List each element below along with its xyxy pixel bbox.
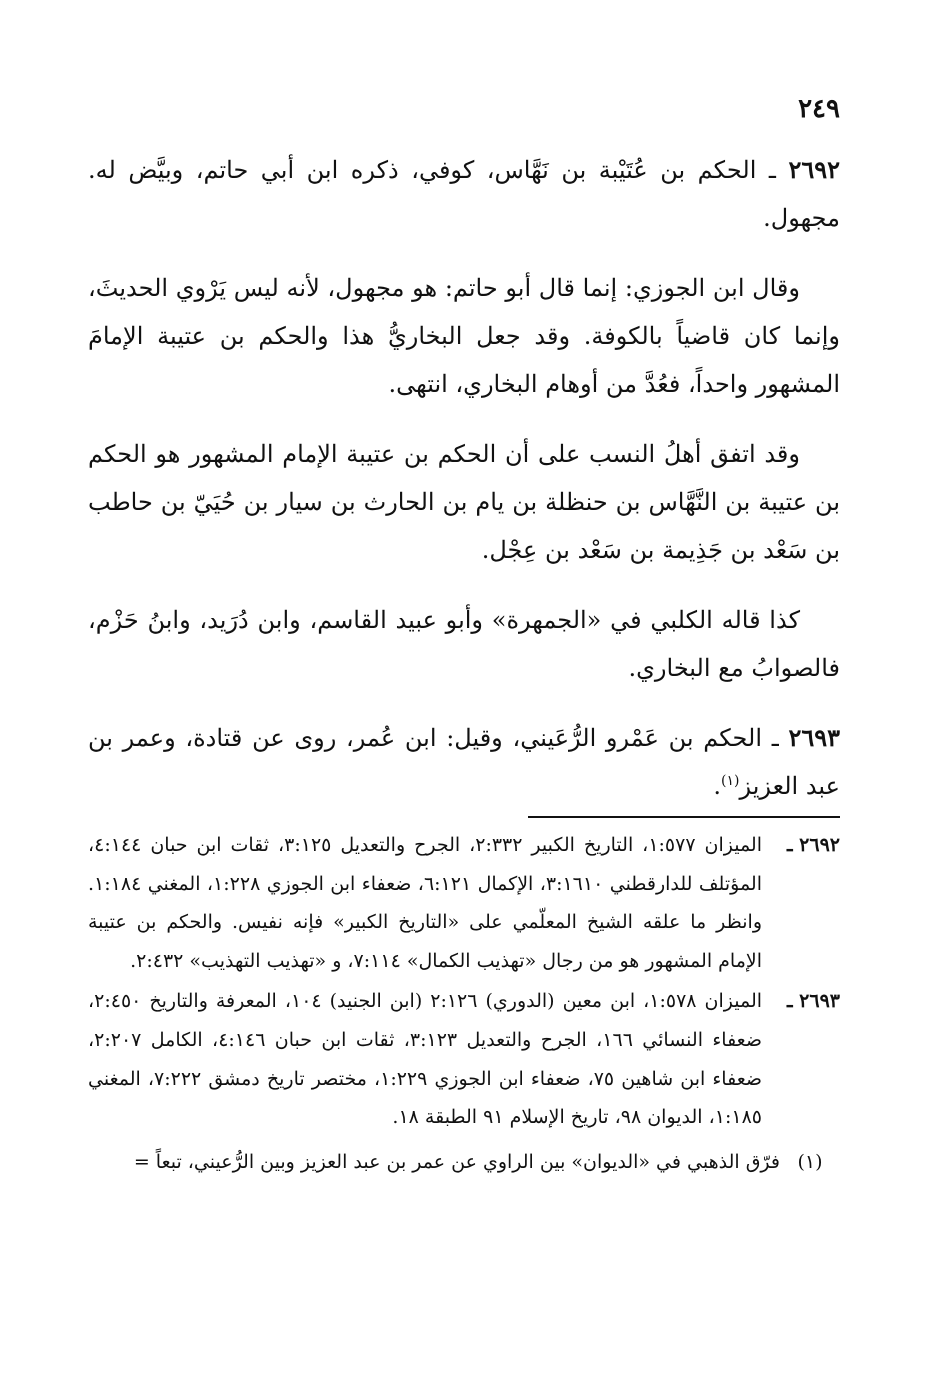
entry-tail: . [713, 772, 722, 800]
footnote-text: فرّق الذهبي في «الديوان» بين الراوي عن عمر بن عبد العزيز وبين الرُّعيني، تبعاً = [133, 1150, 780, 1173]
main-text [88, 146, 840, 832]
footnote-label: ٢٦٩٣ ـ [786, 990, 840, 1013]
paragraph: وقد اتفق أهلُ النسب على أن الحكم بن عتيبة الإمام المشهور هو الحكم بن عتيبة بن النَّهَّاس بن حنظلة بن يام بن الحارث بن سيار بن حُيَيّ بن حاطب بن سَعْد بن جَذِيمة بن سَعْد بن عِجْل. [88, 440, 840, 564]
footnote-text: الميزان ١:٥٧٨، ابن معين (الدوري) ٢:١٢٦ (ابن الجنيد) ١٠٤، المعرفة والتاريخ ٢:٤٥٠، ضعفاء النسائي ١٦٦، الجرح والتعديل ٣:١٢٣، ثقات ابن حبان ٤:١٤٦، الكامل ٢:٢٠٧، ضعفاء ابن شاهين ٧٥، ضعفاء ابن الجوزي ١:٢٢٩، مختصر تاريخ دمشق ٧:٢٢٢، المغني ١:١٨٥، الديوان ٩٨، تاريخ الإسلام ٩١ الطبقة ١٨. [88, 990, 763, 1129]
footnote-label: (١) [797, 1150, 823, 1173]
footnote-ref: (١) [721, 773, 740, 789]
paragraph: كذا قاله الكلبي في «الجمهرة» وأبو عبيد القاسم، وابن دُرَيد، وابنُ حَزْم، فالصوابُ مع البخاري. [88, 606, 840, 682]
entry-number: ٢٦٩٣ [788, 723, 840, 752]
footnote-source-2692 [88, 826, 840, 980]
footnotes [88, 826, 840, 1181]
entry-dash: ـ [762, 724, 779, 752]
footnote-note-1 [88, 1143, 840, 1182]
entry-dash: ـ [756, 156, 776, 184]
footnote-label: ٢٦٩٢ ـ [786, 834, 840, 856]
entry-2693 [88, 714, 840, 810]
footnote-divider [528, 816, 840, 818]
entry-text: الحكم بن عُتَيْبة بن نَهَّاس، كوفي، ذكره ابن أبي حاتم، وبيَّض له. مجهول. [88, 156, 840, 232]
page-number: ٢٤٩ [798, 94, 840, 124]
entry-text: الحكم بن عَمْرو الرُّعَيني، وقيل: ابن عُمر، روى عن قتادة، وعمر بن عبد العزيز [88, 724, 840, 800]
footnote-text: الميزان ١:٥٧٧، التاريخ الكبير ٢:٣٣٢، الجرح والتعديل ٣:١٢٥، ثقات ابن حبان ٤:١٤٤، المؤتلف للدارقطني ٣:١٦١٠، الإكمال ٦:١٢١، ضعفاء ابن الجوزي ١:٢٢٨، المغني ١:١٨٤. وانظر ما علقه الشيخ المعلّمي على «التاريخ الكبير» فإنه نفيس. والحكم بن عتيبة الإمام المشهور هو من رجال «تهذيب الكمال» ٧:١١٤، و «تهذيب التهذيب» ٢:٤٣٢. [88, 834, 763, 972]
entry-number: ٢٦٩٢ [788, 155, 840, 184]
footnote-source-2693 [88, 982, 840, 1136]
paragraph: وقال ابن الجوزي: إنما قال أبو حاتم: هو مجهول، لأنه ليس يَرْوي الحديثَ، وإنما كان قاضياً بالكوفة. وقد جعل البخاريُّ هذا والحكم بن عتيبة الإمامَ المشهور واحداً، فعُدَّ من أوهام البخاري، انتهى. [88, 274, 840, 398]
entry-2692 [88, 146, 840, 242]
